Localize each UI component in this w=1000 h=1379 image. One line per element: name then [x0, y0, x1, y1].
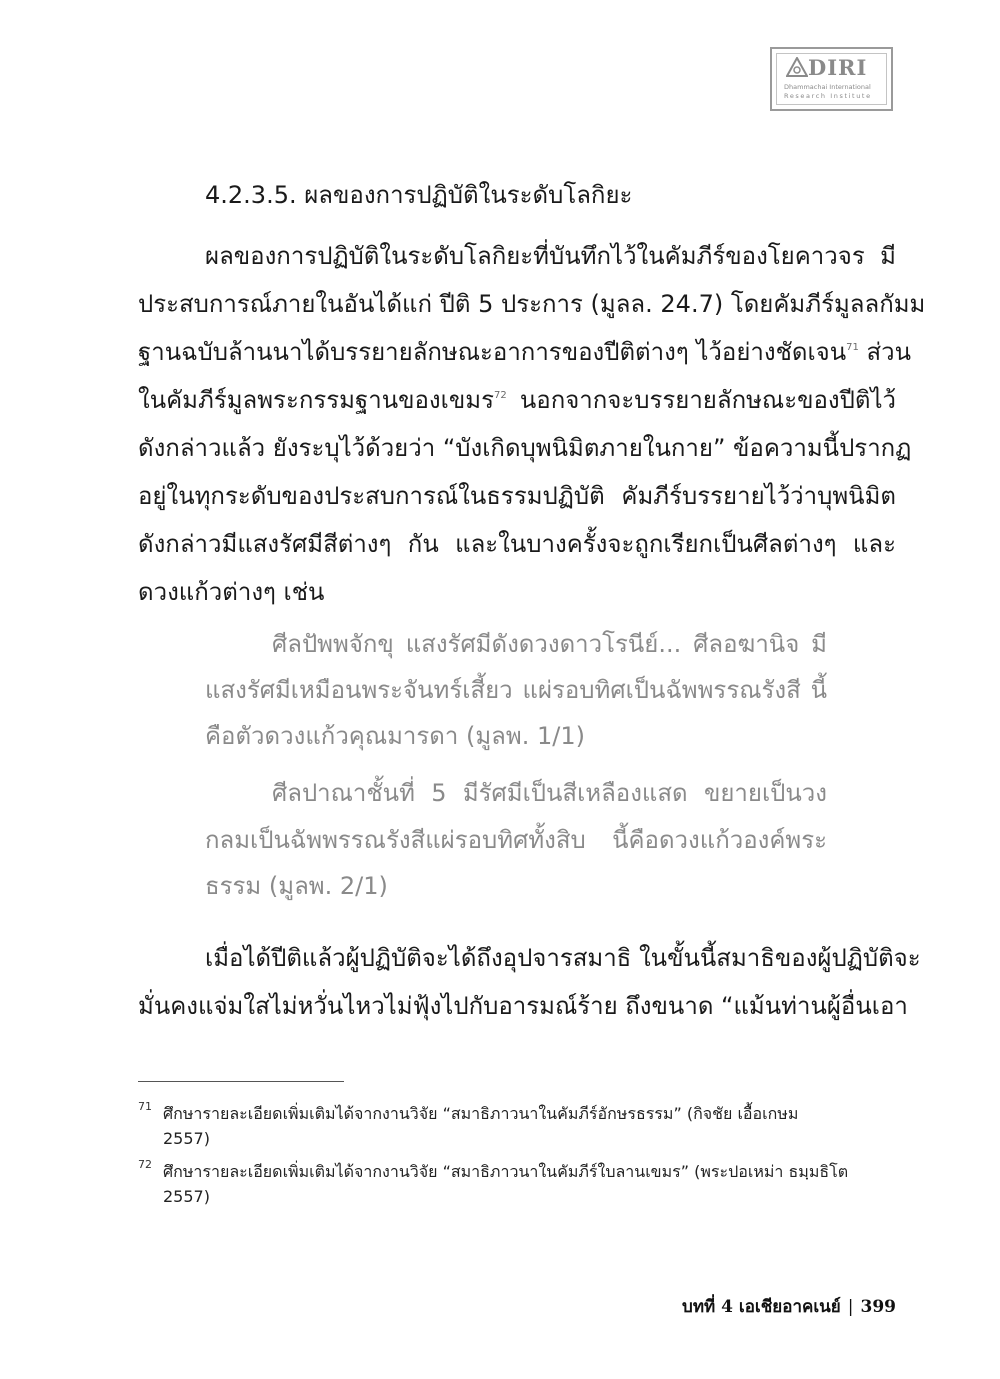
paragraph-line: เมื่อได้ปีติแล้วผู้ปฏิบัติจะได้ถึงอุปจารสมาธิ ในขั้นนี้สมาธิของผู้ปฏิบัติจะ — [205, 944, 921, 972]
footnote-ref[interactable]: 72 — [493, 390, 507, 401]
paragraph-line: อยู่ในทุกระดับของประสบการณ์ในธรรมปฏิบัติ คัมภีร์บรรยายไว้ว่าบุพนิมิต — [138, 482, 896, 510]
page-footer — [682, 1293, 896, 1320]
quote-line: แสงรัศมีเหมือนพระจันทร์เสี้ยว แผ่รอบทิศเป็นฉัพพรรณรังสี นี้ — [205, 676, 827, 704]
quote-line: กลมเป็นฉัพพรรณรังสีแผ่รอบทิศทั้งสิบ นี้คือดวงแก้วองค์พระ — [205, 826, 827, 854]
footnote-text: 2557) — [163, 1129, 210, 1148]
paragraph-text: นอกจากจะบรรยายลักษณะของปีติไว้ — [519, 386, 896, 414]
paragraph-line: ดังกล่าวมีแสงรัศมีสีต่างๆ กัน และในบางครั้งจะถูกเรียกเป็นศีลต่างๆ และ — [138, 530, 896, 558]
logo-subtitle-2: Research Institute — [784, 92, 872, 100]
page-number: 399 — [860, 1297, 896, 1317]
paragraph-line — [138, 380, 896, 419]
paragraph-line: มั่นคงแจ่มใสไม่หวั่นไหวไม่ฟุ้งไปกับอารมณ์ร้าย ถึงขนาด “แม้นท่านผู้อื่นเอา — [138, 992, 908, 1020]
section-heading: 4.2.3.5. ผลของการปฏิบัติในระดับโลกิยะ — [205, 181, 633, 209]
footnote-text: ศึกษารายละเอียดเพิ่มเติมได้จากงานวิจัย “สมาธิภาวนาในคัมภีร์ใบลานเขมร” (พระปอเหม่า ธมฺมธิโต — [163, 1162, 849, 1181]
footnote-text: 2557) — [163, 1187, 210, 1206]
paragraph-line: ดวงแก้วต่างๆ เช่น — [138, 578, 325, 606]
quote-line: ศีลปัพพจักขุ แสงรัศมีดังดวงดาวโรนีย์... ศีลอฆานิจ มี — [272, 630, 827, 658]
footnote-divider — [138, 1081, 344, 1082]
paragraph-line: ประสบการณ์ภายในอันได้แก่ ปีติ 5 ประการ (มูลล. 24.7) โดยคัมภีร์มูลลกัมม — [138, 290, 926, 318]
paragraph-text: ส่วน — [866, 338, 912, 366]
footnote-number: 71 — [138, 1100, 152, 1113]
paragraph-line: ผลของการปฏิบัติในระดับโลกิยะที่บันทึกไว้ในคัมภีร์ของโยคาวจร มี — [205, 242, 896, 270]
quote-line: ศีลปาณาชั้นที่ 5 มีรัศมีเป็นสีเหลืองแสด ขยายเป็นวง — [272, 779, 827, 807]
triangle-logo-icon — [786, 57, 808, 77]
paragraph-text: ในคัมภีร์มูลพระกรรมฐานของเขมร — [138, 386, 494, 414]
logo-subtitle-1: Dhammachai International — [784, 83, 871, 91]
footnote-ref[interactable]: 71 — [846, 342, 859, 353]
footnote-number: 72 — [138, 1158, 152, 1171]
footnote-text: ศึกษารายละเอียดเพิ่มเติมได้จากงานวิจัย “สมาธิภาวนาในคัมภีร์อักษรธรรม” (กิจชัย เอื้อเกษม — [163, 1104, 799, 1123]
logo-name: DIRI — [808, 55, 868, 80]
paragraph-text: ฐานฉบับล้านนาได้บรรยายลักษณะอาการของปีติต่างๆ ไว้อย่างชัดเจน — [138, 338, 847, 366]
quote-line: คือตัวดวงแก้วคุณมารดา (มูลพ. 1/1) — [205, 722, 585, 750]
institute-logo — [770, 47, 893, 111]
quote-line: ธรรม (มูลพ. 2/1) — [205, 872, 388, 900]
paragraph-line: ดังกล่าวแล้ว ยังระบุไว้ด้วยว่า “บังเกิดบุพนิมิตภายในกาย” ข้อความนี้ปรากฏ — [138, 434, 912, 462]
chapter-label: บทที่ 4 เอเชียอาคเนย์ — [682, 1297, 841, 1317]
footer-separator: | — [847, 1297, 854, 1317]
paragraph-line — [138, 332, 912, 371]
